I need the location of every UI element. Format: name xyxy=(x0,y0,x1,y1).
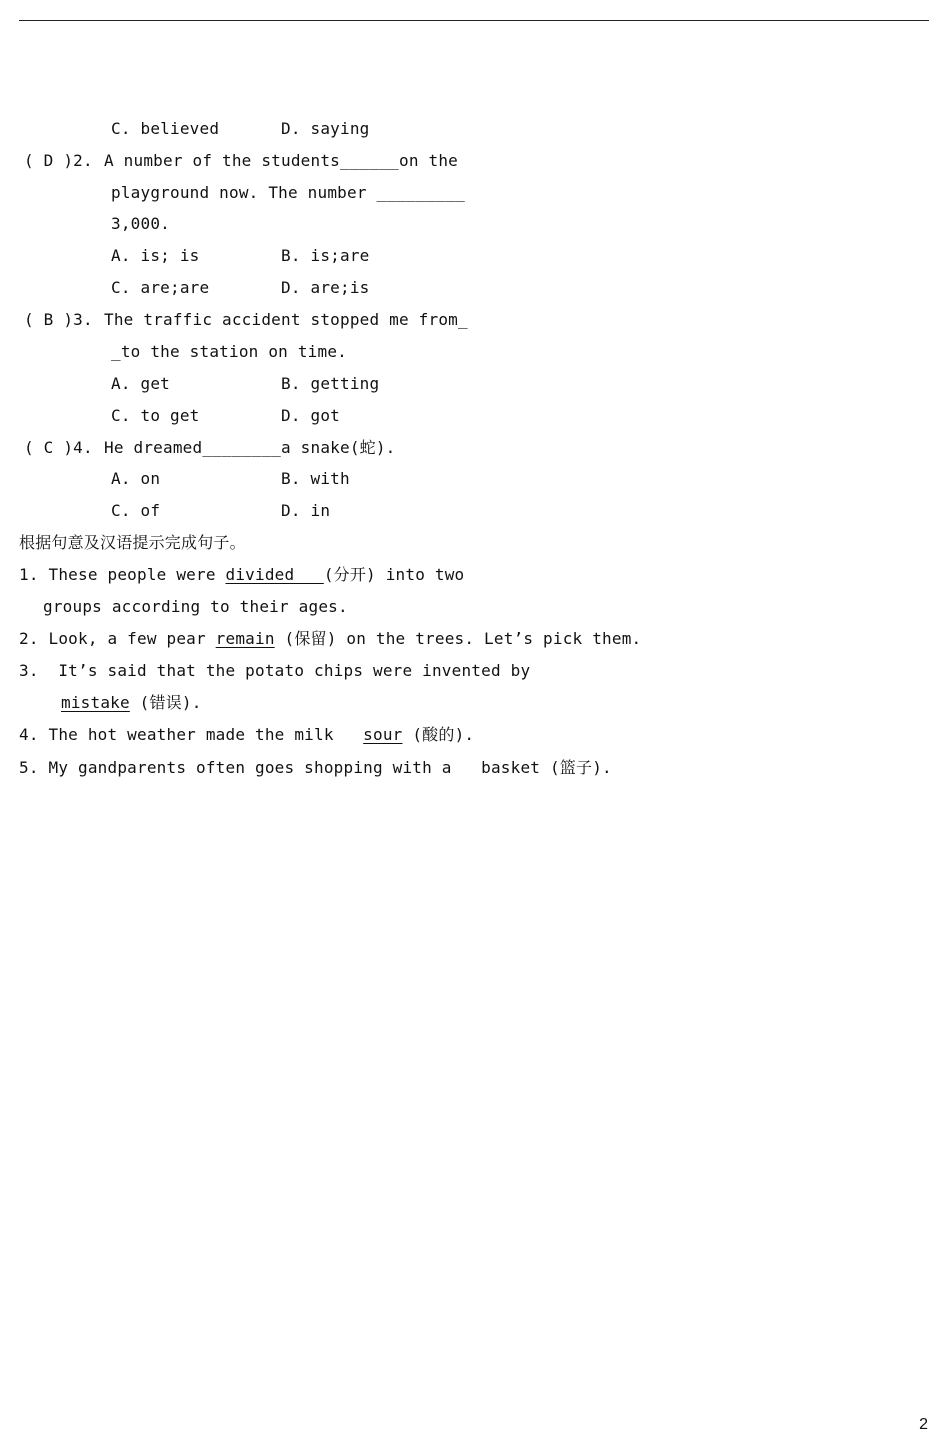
q4-answer: ( C )4. xyxy=(24,438,93,457)
q4-option-a: A. on xyxy=(111,469,161,488)
sentence-5: 5. My gandparents often goes shopping with a basket (篮子). xyxy=(19,758,612,777)
sentence-2-post: (保留) on the trees. Let’s pick them. xyxy=(274,629,642,648)
q2-stem-line3: 3,000. xyxy=(111,214,170,233)
q3-answer: ( B )3. xyxy=(24,310,93,329)
sentence-1-line2: groups according to their ages. xyxy=(43,597,348,616)
sentence-4 xyxy=(19,725,474,745)
header-rule xyxy=(19,20,929,21)
q1-option-d: D. saying xyxy=(281,119,370,138)
q2-answer: ( D )2. xyxy=(24,151,93,170)
q2-option-d: D. are;is xyxy=(281,278,370,297)
q1-option-c: C. believed xyxy=(111,119,220,138)
q3-stem-line2: _to the station on time. xyxy=(111,342,347,361)
q3-option-b: B. getting xyxy=(281,374,380,393)
sentence-1-fill: divided xyxy=(225,565,324,584)
q4-stem-line1: He dreamed________a snake(蛇). xyxy=(104,438,396,457)
q3-option-a: A. get xyxy=(111,374,170,393)
section-title: 根据句意及汉语提示完成句子。 xyxy=(19,533,246,552)
sentence-4-fill: sour xyxy=(363,725,403,744)
sentence-2-fill: remain xyxy=(215,629,275,648)
sentence-2 xyxy=(19,629,641,649)
sentence-2-pre: 2. Look, a few pear xyxy=(19,629,216,648)
page-number: 2 xyxy=(919,1416,928,1433)
sentence-3-fill: mistake xyxy=(61,693,130,712)
q3-option-d: D. got xyxy=(281,406,340,425)
sentence-3-line2 xyxy=(61,693,202,713)
q2-stem-line1: A number of the students______on the xyxy=(104,151,458,170)
sentence-1-pre: 1. These people were xyxy=(19,565,226,584)
q2-option-a: A. is; is xyxy=(111,246,200,265)
q3-option-c: C. to get xyxy=(111,406,200,425)
q2-stem-line2: playground now. The number _________ xyxy=(111,183,465,202)
sentence-4-pre: 4. The hot weather made the milk xyxy=(19,725,364,744)
q4-option-d: D. in xyxy=(281,501,331,520)
q3-stem-line1: The traffic accident stopped me from_ xyxy=(104,310,468,329)
q2-option-b: B. is;are xyxy=(281,246,370,265)
sentence-3-line1: 3. It’s said that the potato chips were invented by xyxy=(19,661,531,680)
sentence-1-post: (分开) into two xyxy=(323,565,465,584)
sentence-3-post: (错误). xyxy=(129,693,202,712)
q4-option-b: B. with xyxy=(281,469,350,488)
sentence-1-line1 xyxy=(19,565,464,585)
q2-option-c: C. are;are xyxy=(111,278,210,297)
sentence-4-post: (酸的). xyxy=(402,725,475,744)
q4-option-c: C. of xyxy=(111,501,161,520)
